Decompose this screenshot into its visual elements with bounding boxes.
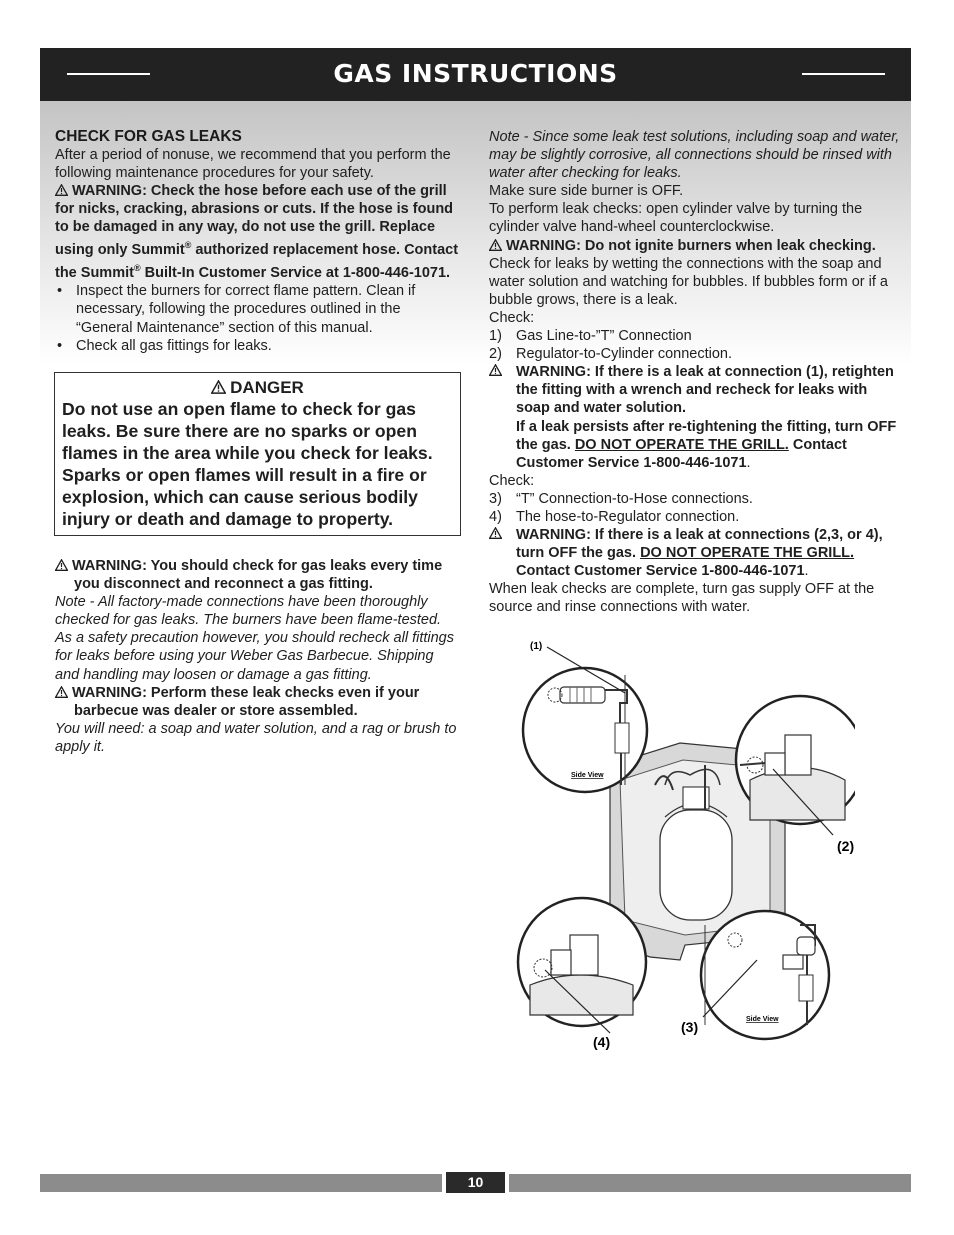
period: . [746,454,751,471]
contact-text: Contact Customer Service 1-800-446-1071 [516,436,847,471]
check-label: Check: [489,309,535,326]
leak-check-illustration [515,635,855,1065]
warning-dealer [55,684,460,720]
warning-reconnect-text: WARNING: You should check for gas leaks every time you disconnect and reconnect a gas fitting. [72,558,443,593]
note-corrosive: Note - Since some leak test solutions, including soap and water, may be slightly corrosive, all connections should be rinsed with water after checking for leaks. [489,129,900,182]
list-number: 4) [489,508,502,525]
left-column [55,128,460,355]
callout-label-3: (3) [681,1019,699,1035]
warning-icon [489,526,502,544]
list-number: 2) [489,346,502,363]
registered-mark: ® [133,263,141,274]
registered-mark: ® [184,240,192,251]
right-column [489,128,903,617]
page-header [40,48,911,101]
side-burner-text: Make sure side burner is OFF. [489,183,684,200]
callout-label-2: (2) [837,838,855,854]
list-text: The hose-to-Regulator connection. [516,508,740,525]
detail-callout-1 [523,668,647,792]
list-item [489,490,903,508]
list-text: Gas Line-to-”T” Connection [516,328,692,345]
callout-label-1: (1) [530,641,543,652]
header-rule-right [802,73,885,75]
warning-hose-text-b: authorized replacement hose. Contact the Summit [55,242,459,282]
page-title: GAS INSTRUCTIONS [333,59,618,88]
page-number: 10 [446,1172,505,1193]
period: . [804,563,809,580]
warning-hose-text-c: Built-In Customer Service at 1-800-446-1071. [140,265,451,282]
detail-callout-3 [701,911,829,1039]
warning-ignite-text: WARNING: Do not ignite burners when leak checking. [506,237,876,254]
callout-label-4: (4) [593,1034,611,1050]
warning-icon [489,363,502,381]
list-item [489,345,903,363]
footer-bar-left [40,1174,442,1192]
intro-text: After a period of nonuse, we recommend that you perform the following maintenance procedures for your safety. [55,147,451,182]
danger-text: Do not use an open flame to check for gas leaks. Be sure there are no sparks or open flames in the area while you check for leaks. Sparks or open flames will result in a fire or explosion, which can cause serious bodily injury or death and damage to property. [62,399,433,529]
note-supplies: You will need: a soap and water solution, and a rag or brush to apply it. [55,720,457,755]
list-item [55,282,460,336]
list-item [489,508,903,526]
bullet-glyph: • [57,337,63,354]
danger-title-text: DANGER [230,378,304,397]
list-text: Regulator-to-Cylinder connection. [516,346,732,363]
warning-icon [55,686,68,698]
bullet-text: Check all gas fittings for leaks. [76,337,272,354]
warning-icon [489,239,502,251]
side-view-label-2: Side View [746,1016,779,1023]
danger-box [54,372,461,536]
warning-dealer-text: WARNING: Perform these leak checks even if your barbecue was dealer or store assembled. [72,684,420,719]
bullet-text: Inspect the burners for correct flame pattern. Clean if necessary, following the procedures outlined in the “General Maintenance” section of this manual. [76,283,416,336]
perform-text: To perform leak checks: open cylinder valve by turning the cylinder valve hand-wheel counterclockwise. [489,201,863,236]
warning-connection-1 [489,363,903,472]
bullet-glyph: • [57,283,63,300]
complete-text: When leak checks are complete, turn gas supply OFF at the source and rinse connections with water. [489,581,875,616]
warning-icon [55,184,68,196]
list-item [489,327,903,345]
side-view-label-1: Side View [571,772,604,779]
contact-text: Contact Customer Service 1-800-446-1071 [516,563,805,580]
list-number: 3) [489,490,502,507]
list-number: 1) [489,328,502,345]
left-column-lower [55,557,460,756]
warning-connection-1-text: WARNING: If there is a leak at connection (1), retighten the fitting with a wrench and recheck for leaks with soap and water solution. [516,364,894,417]
list-item [55,337,460,355]
section-heading: CHECK FOR GAS LEAKS [55,128,242,145]
list-text: “T” Connection-to-Hose connections. [516,490,753,507]
check-label-2: Check: [489,472,535,489]
warning-reconnect [55,557,460,593]
do-not-operate-text: DO NOT OPERATE THE GRILL. [574,436,789,453]
danger-title [55,378,460,398]
warning-hose-text-a: WARNING: Check the hose before each use of the grill for nicks, cracking, abrasions or cuts. If the hose is found to be damaged in any way, do not use the grill. Replace using only Summit [55,183,454,259]
warning-connection-234 [489,526,903,580]
footer-bar-right [509,1174,911,1192]
warning-persist-text: If a leak persists after re-tightening the fitting, turn OFF the gas. [516,418,897,453]
check-text: Check for leaks by wetting the connections with the soap and water solution and watching for bubbles. If bubbles form or if a bubble grows, there is a leak. [489,255,888,308]
warning-connection-234-text: WARNING: If there is a leak at connections (2,3, or 4), turn OFF the gas. [516,527,883,562]
warning-icon [55,559,68,571]
detail-callout-2 [736,696,855,824]
note-factory: Note - All factory-made connections have been thoroughly checked for gas leaks. The burners have been flame-tested. As a safety precaution however, you should recheck all fittings for leaks before using your Weber Gas Barbecue. Shipping and handling may loosen or damage a gas fitting. [55,594,454,683]
warning-ignite [489,237,903,255]
do-not-operate-text: DO NOT OPERATE THE GRILL. [640,545,855,562]
warning-hose [55,182,460,282]
detail-callout-4 [518,898,646,1026]
warning-icon [211,380,226,394]
